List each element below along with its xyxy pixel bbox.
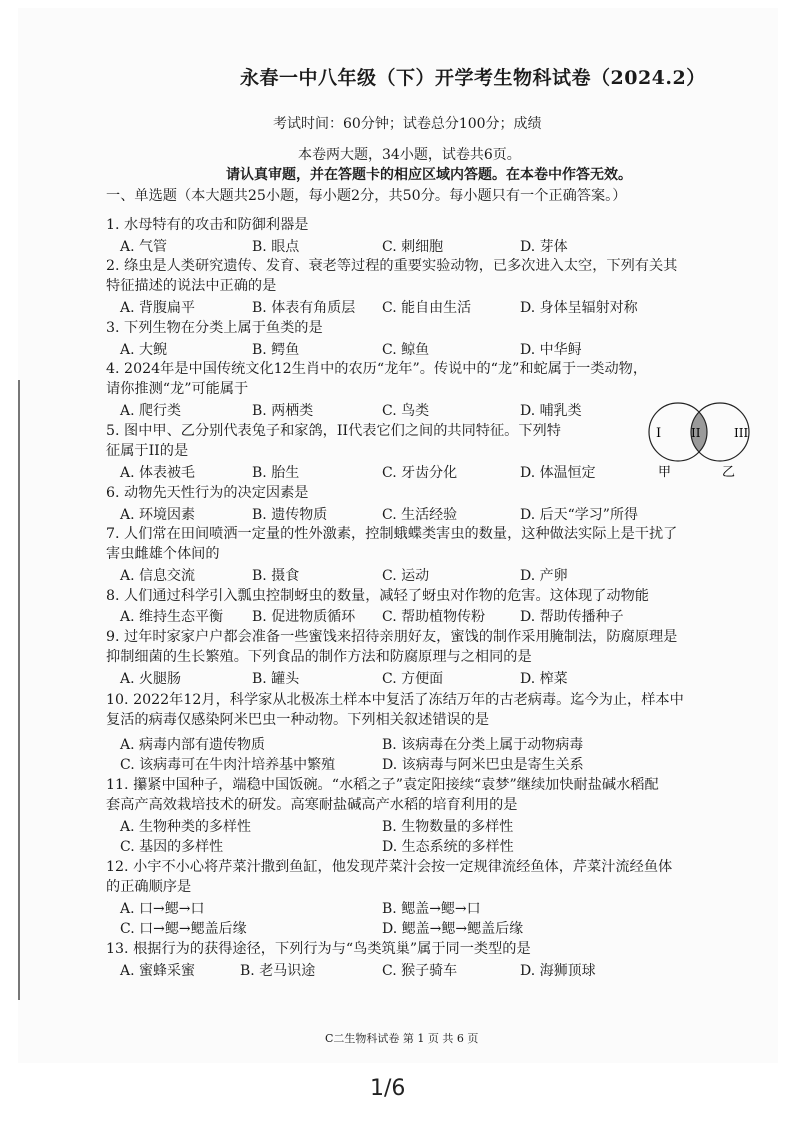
- question-1: 1. 水母特有的攻击和防御利器是: [106, 217, 309, 233]
- option-b: B. 罐头: [252, 671, 300, 687]
- option-b: B. 鳃盖→鳃→口: [382, 901, 481, 917]
- venn-set-jia: 甲: [658, 465, 672, 480]
- option-c: C. 刺细胞: [382, 239, 444, 255]
- venn-label-3: III: [734, 426, 749, 440]
- question-4-cont: 请你推测“龙”可能属于: [106, 381, 249, 397]
- question-2-options: [120, 297, 760, 317]
- option-d: D. 中华鲟: [520, 342, 582, 358]
- question-12-options-row2: [120, 918, 760, 938]
- option-d: D. 榨菜: [520, 671, 568, 687]
- question-11-options-row1: [120, 816, 760, 836]
- question-2-cont: 特征描述的说法中正确的是: [106, 278, 277, 294]
- option-d: D. 海狮顶球: [520, 963, 596, 979]
- option-a: A. 蜜蜂采蜜: [120, 963, 196, 979]
- question-4: 4. 2024年是中国传统文化12生肖中的农历“龙年”。传说中的“龙”和蛇属于一类动物，: [106, 361, 648, 377]
- option-b: B. 鳄鱼: [252, 342, 300, 358]
- option-b: B. 生物数量的多样性: [382, 819, 514, 835]
- page-footer: C二生物科试卷 第 1 页 共 6 页: [325, 1032, 479, 1045]
- option-a: A. 大鲵: [120, 342, 168, 358]
- option-d: D. 身体呈辐射对称: [520, 300, 638, 316]
- question-9-cont: 抑制细菌的生长繁殖。下列食品的制作方法和防腐原理与之相同的是: [106, 649, 532, 665]
- question-7-options: [120, 565, 760, 585]
- option-b: B. 体表有角质层: [252, 300, 356, 316]
- option-c: C. 基因的多样性: [120, 839, 224, 855]
- option-b: B. 摄食: [252, 568, 300, 584]
- option-a: A. 生物种类的多样性: [120, 819, 252, 835]
- exam-instruction: 请认真审题，并在答题卡的相应区域内答题。在本卷中作答无效。: [226, 167, 632, 183]
- question-10-options-row2: [120, 754, 760, 774]
- question-8: 8. 人们通过科学引入瓢虫控制蚜虫的数量，减轻了蚜虫对作物的危害。这体现了动物能: [106, 588, 649, 604]
- option-b: B. 眼点: [252, 239, 300, 255]
- option-b: B. 促进物质循环: [252, 609, 356, 625]
- option-d: D. 后天“学习”所得: [520, 507, 638, 523]
- option-c: C. 帮助植物传粉: [382, 609, 486, 625]
- viewer-page-indicator: 1/6: [370, 1076, 406, 1101]
- option-a: A. 口→鳃→口: [120, 901, 205, 917]
- venn-label-2: II: [691, 426, 701, 440]
- option-d: D. 该病毒与阿米巴虫是寄生关系: [382, 757, 584, 773]
- question-11-options-row2: [120, 836, 760, 856]
- option-b: B. 两栖类: [252, 403, 314, 419]
- option-d: D. 哺乳类: [520, 403, 582, 419]
- question-6-options: [120, 504, 760, 524]
- option-a: A. 爬行类: [120, 403, 182, 419]
- question-1-options: [120, 236, 760, 256]
- option-c: C. 运动: [382, 568, 430, 584]
- question-9-options: [120, 668, 760, 688]
- question-13: 13. 根据行为的获得途径，下列行为与“鸟类筑巢”属于同一类型的是: [106, 941, 531, 957]
- venn-label-1: I: [656, 426, 662, 441]
- question-10: 10. 2022年12月，科学家从北极冻土样本中复活了冻结万年的古老病毒。迄今为止，样本中: [106, 692, 684, 708]
- option-a: A. 体表被毛: [120, 465, 196, 481]
- question-10-options-row1: [120, 734, 760, 754]
- option-c: C. 鸟类: [382, 403, 430, 419]
- question-12-options-row1: [120, 898, 760, 918]
- option-b: B. 该病毒在分类上属于动物病毒: [382, 737, 584, 753]
- exam-title: 永春一中八年级（下）开学考生物科试卷（2024.2）: [240, 67, 706, 89]
- option-a: A. 背腹扁平: [120, 300, 196, 316]
- question-11: 11. 攥紧中国种子，端稳中国饭碗。“水稻之子”袁定阳接续“袁梦”继续加快耐盐碱水稻配: [106, 777, 659, 793]
- section-heading: 一、单选题（本大题共25小题，每小题2分，共50分。每小题只有一个正确答案。）: [106, 188, 627, 204]
- option-d: D. 生态系统的多样性: [382, 839, 514, 855]
- question-11-cont: 套高产高效栽培技术的研发。高寒耐盐碱高产水稻的培育利用的是: [106, 797, 518, 813]
- question-7-cont: 害虫雌雄个体间的: [106, 546, 220, 562]
- scan-edge-line: [18, 380, 20, 1000]
- option-d: D. 体温恒定: [520, 465, 596, 481]
- option-d: D. 帮助传播种子: [520, 609, 624, 625]
- option-c: C. 牙齿分化: [382, 465, 458, 481]
- option-a: A. 火腿肠: [120, 671, 182, 687]
- option-a: A. 环境因素: [120, 507, 196, 523]
- option-b: B. 老马识途: [240, 963, 316, 979]
- venn-set-yi: 乙: [722, 465, 736, 480]
- question-3: 3. 下列生物在分类上属于鱼类的是: [106, 320, 323, 336]
- option-c: C. 方便面: [382, 671, 444, 687]
- question-12: 12. 小宇不小心将芹菜汁撒到鱼缸，他发现芹菜汁会按一定规律流经鱼体，芹菜汁流经鱼体: [106, 859, 673, 875]
- question-8-options: [120, 606, 760, 626]
- question-6: 6. 动物先天性行为的决定因素是: [106, 485, 309, 501]
- question-3-options: [120, 339, 760, 359]
- option-a: A. 维持生态平衡: [120, 609, 224, 625]
- question-7: 7. 人们常在田间喷洒一定量的性外激素，控制蛾蝶类害虫的数量，这种做法实际上是干扰了: [106, 526, 678, 542]
- option-c: C. 猴子骑车: [382, 963, 458, 979]
- option-d: D. 芽体: [520, 239, 568, 255]
- option-c: C. 能自由生活: [382, 300, 472, 316]
- exam-structure: 本卷两大题，34小题，试卷共6页。: [298, 147, 521, 163]
- option-d: D. 产卵: [520, 568, 568, 584]
- question-9: 9. 过年时家家户户都会准备一些蜜饯来招待亲朋好友，蜜饯的制作采用腌制法，防腐原理是: [106, 629, 678, 645]
- question-5: 5. 图中甲、乙分别代表兔子和家鸽，II代表它们之间的共同特征。下列特: [106, 423, 561, 439]
- question-10-cont: 复活的病毒仅感染阿米巴虫一种动物。下列相关叙述错误的是: [106, 712, 490, 728]
- option-a: A. 气管: [120, 239, 168, 255]
- venn-diagram: [636, 402, 768, 482]
- exam-info: 考试时间：60分钟；试卷总分100分；成绩: [273, 116, 542, 132]
- option-a: A. 信息交流: [120, 568, 196, 584]
- option-c: C. 生活经验: [382, 507, 458, 523]
- option-d: D. 鳃盖→鳃→鳃盖后缘: [382, 921, 524, 937]
- question-2: 2. 绦虫是人类研究遗传、发育、衰老等过程的重要实验动物，已多次进入太空，下列有关其: [106, 258, 678, 274]
- option-c: C. 鲸鱼: [382, 342, 430, 358]
- option-a: A. 病毒内部有遗传物质: [120, 737, 266, 753]
- option-b: B. 遗传物质: [252, 507, 328, 523]
- option-c: C. 该病毒可在牛肉汁培养基中繁殖: [120, 757, 336, 773]
- question-13-options: [120, 960, 760, 980]
- option-c: C. 口→鳃→鳃盖后缘: [120, 921, 247, 937]
- question-12-cont: 的正确顺序是: [106, 879, 192, 895]
- question-5-cont: 征属于II的是: [106, 443, 189, 459]
- option-b: B. 胎生: [252, 465, 300, 481]
